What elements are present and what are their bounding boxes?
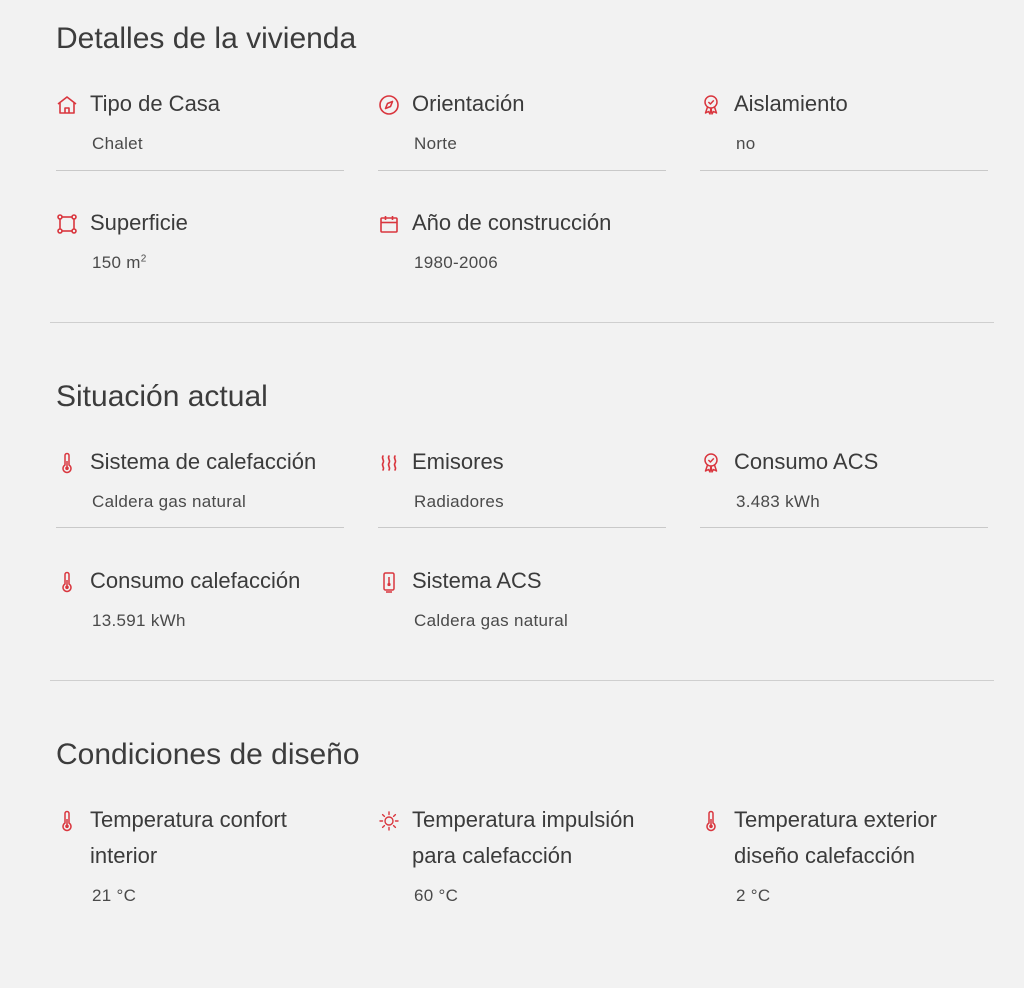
house-icon <box>56 94 78 116</box>
item-underline <box>56 170 344 171</box>
info-item-orientacion <box>378 92 666 154</box>
area-square-icon <box>56 213 78 235</box>
info-item-consumo-acs <box>700 450 988 512</box>
info-item-emisores <box>378 450 666 512</box>
item-underline <box>56 527 344 528</box>
item-label: Consumo calefacción <box>90 568 301 593</box>
section-title: Situación actual <box>56 380 268 413</box>
info-item-temperatura-impulsion <box>378 808 666 906</box>
section-divider <box>50 680 994 681</box>
item-value <box>92 253 344 273</box>
item-value: 21 °C <box>92 886 137 905</box>
sun-icon <box>378 810 400 832</box>
compass-icon <box>378 94 400 116</box>
item-value: Radiadores <box>414 492 504 511</box>
item-value: 3.483 kWh <box>736 492 820 511</box>
item-underline <box>700 527 988 528</box>
info-item-sistema-acs <box>378 569 666 631</box>
item-label: Consumo ACS <box>734 449 879 474</box>
section-title: Condiciones de diseño <box>56 738 360 771</box>
item-value-number: 150 m <box>92 253 141 272</box>
info-item-ano-construccion <box>378 211 666 273</box>
item-value: Norte <box>414 134 458 153</box>
info-item-temperatura-exterior <box>700 808 988 906</box>
info-item-sistema-calefaccion <box>56 450 344 512</box>
item-label: Temperatura confort interior <box>90 807 287 868</box>
item-label: Orientación <box>412 91 525 116</box>
item-value: Caldera gas natural <box>92 492 247 511</box>
item-value: 60 °C <box>414 886 459 905</box>
item-value: 1980-2006 <box>414 253 498 272</box>
info-item-superficie <box>56 211 344 273</box>
thermometer-icon <box>56 452 78 474</box>
info-item-consumo-calefaccion <box>56 569 344 631</box>
item-value-superscript: 2 <box>140 253 147 265</box>
item-label: Año de construcción <box>412 210 612 235</box>
info-item-tipo-casa <box>56 92 344 154</box>
section-divider <box>50 322 994 323</box>
award-icon <box>700 452 722 474</box>
item-underline <box>700 170 988 171</box>
calendar-icon <box>378 213 400 235</box>
item-label: Aislamiento <box>734 91 848 116</box>
item-label: Tipo de Casa <box>90 91 221 116</box>
item-label: Sistema de calefacción <box>90 449 317 474</box>
item-label: Temperatura exterior diseño calefacción <box>734 807 937 868</box>
item-value: 13.591 kWh <box>92 611 186 630</box>
item-underline <box>378 527 666 528</box>
item-value: 2 °C <box>736 886 771 905</box>
item-underline <box>378 170 666 171</box>
info-item-aislamiento <box>700 92 988 154</box>
item-label: Temperatura impulsión para calefacción <box>412 807 635 868</box>
water-heater-icon <box>378 571 400 593</box>
heat-waves-icon <box>378 452 400 474</box>
section-title: Detalles de la vivienda <box>56 22 357 55</box>
thermometer-icon <box>56 571 78 593</box>
item-value: Caldera gas natural <box>414 611 569 630</box>
thermometer-icon <box>56 810 78 832</box>
info-item-temperatura-confort <box>56 808 326 906</box>
award-icon <box>700 94 722 116</box>
thermometer-icon <box>700 810 722 832</box>
item-label: Superficie <box>90 210 188 235</box>
item-value: Chalet <box>92 134 143 153</box>
item-label: Sistema ACS <box>412 568 542 593</box>
item-value: no <box>736 134 756 153</box>
item-label: Emisores <box>412 449 504 474</box>
